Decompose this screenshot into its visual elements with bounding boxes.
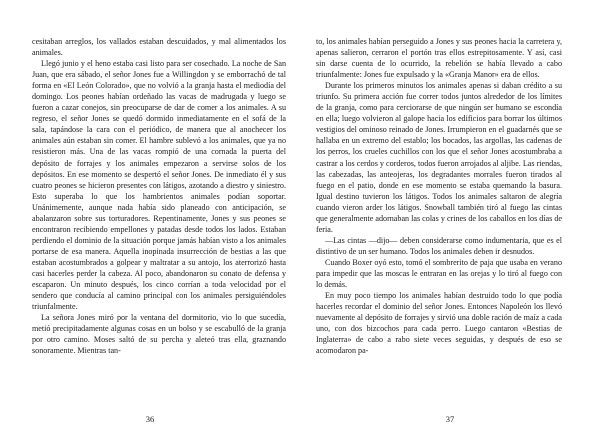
paragraph: La señora Jones miró por la ventana del dormitorio, vio lo que sucedía, metió precipitadamente algunas cosas en un bolso y se escabulló de la granja por otro camino. Moses saltó de su percha y aleteó tras ella, graznando sonoramente. Mientras tan- [32,313,286,356]
paragraph: Durante los primeros minutos los animales apenas si daban crédito a su triunfo. Su primera acción fue correr todos juntos alrededor de los límites de la granja, como para cerciorarse de que ningún ser humano se escondía en ella; luego volvieron al galope hacia los edificios para borrar los últimos vestigios del ominoso reinado de Jones. Irrumpieron en el guadarnés que se hallaba en un extremo del establo; los bocados, las argollas, las cadenas de los perros, los crueles cuchillos con los que el señor Jones acostumbraba a castrar a los cerdos y corderos, todos fueron arrojados al aljibe. Las riendas, las cabezadas, las anteojeras, los degradantes morrales fueron tirados al fuego en el patio, donde en ese momento se estaba quemando la basura. Igual destino tuvieron los látigos. Todos los animales saltaron de alegría cuando vieron arder los látigos. Snowball también tiró al fuego las cintas que generalmente adornaban las colas y crines de los caballos en los días de feria. [316,81,562,234]
page-number: 37 [445,414,455,424]
left-page-text [32,36,286,356]
paragraph: —Las cintas —dijo— deben considerarse como indumentaria, que es el distintivo de un ser humano. Todos los animales deben ir desnudos. [316,235,562,256]
paragraph: to, los animales habían perseguido a Jones y sus peones hacia la carretera y, apenas salieron, cerraron el portón tras ellos estrepitosamente. Y así, casi sin darse cuenta de lo ocurrido, la rebelión se había llevado a cabo triunfalmente: Jones fue expulsado y la «Granja Manor» era de ellos. [316,37,562,80]
paragraph: Llegó junio y el heno estaba casi listo para ser cosechado. La noche de San Juan, que era sábado, el señor Jones fue a Willingdon y se emborrachó de tal forma en «El León Colorado», que no volvió a la granja hasta el mediodía del domingo. Los peones habían ordeñado las vacas de madrugada y luego se fueron a cazar conejos, sin preocuparse de dar de comer a los animales. A su regreso, el señor Jones se quedó dormido inmediatamente en el sofá de la sala, tapándose la cara con el periódico, de manera que al anochecer los animales aún estaban sin comer. El hambre sublevó a los animales, que ya no resistieron más. Una de las vacas rompió de una cornada la puerta del depósito de forrajes y los animales empezaron a servirse solos de los depósitos. En ese momento se despertó el señor Jones. De inmediato él y sus cuatro peones se hicieron presentes con látigos, azotando a diestro y siniestro. Esto superaba lo que los hambrientos animales podían soportar. Unánimemente, aunque nada había sido planeado con anticipación, se abalanzaron sobre sus torturadores. Repentinamente, Jones y sus peones se encontraron recibiendo empellones y patadas desde todos los lados. Estaban perdiendo el dominio de la situación porque jamás habían visto a los animales portarse de esa manera. Aquella inopinada insurrección de bestias a las que estaban acostumbrados a golpear y maltratar a su antojo, los aterrorizó hasta casi hacerles perder la cabeza. Al poco, abandonaron su conato de defensa y escaparon. Un minuto después, los cinco corrían a toda velocidad por el sendero que conducía al camino principal con los animales persiguiéndoles triunfalmente. [32,59,286,312]
paragraph: cesitaban arreglos, los vallados estaban descuidados, y mal alimentados los animales. [32,37,286,58]
right-page-text [316,36,562,356]
paragraph: En muy poco tiempo los animales habían destruido todo lo que podía hacerles recordar el dominio del señor Jones. Entonces Napoleón los llevó nuevamente al depósito de forrajes y sirvió una doble ración de maíz a cada uno, con dos bizcochos para cada perro. Luego cantaron «Bestias de Inglaterra» de cabo a rabo siete veces seguidas, y después de eso se acomodaron pa- [316,291,562,356]
right-page [300,0,600,439]
page-number: 36 [145,414,155,424]
paragraph: Cuando Boxer oyó esto, tomó el sombrerito de paja que usaba en verano para impedir que las moscas le entraran en las orejas y lo tiró al fuego con lo demás. [316,257,562,290]
